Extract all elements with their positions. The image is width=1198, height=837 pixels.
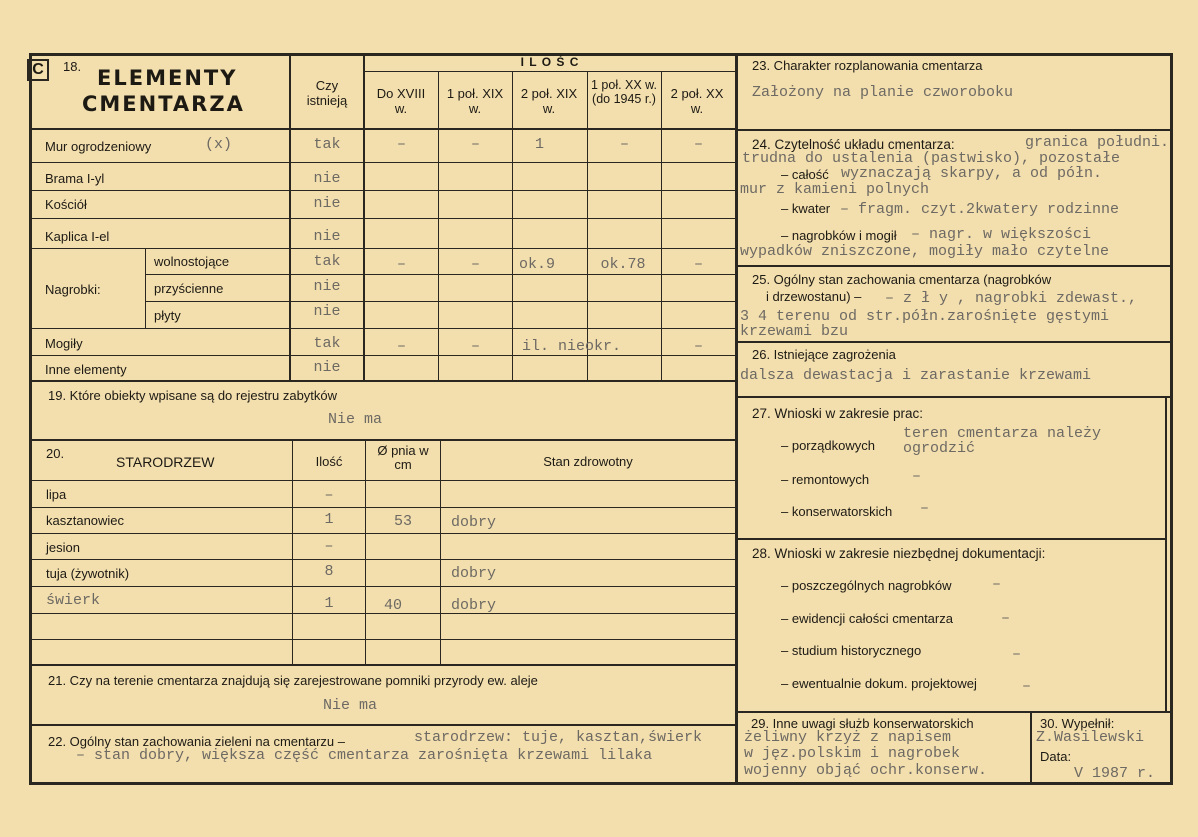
s18-qty-value: – xyxy=(396,136,406,153)
s28-label: 28. Wnioski w zakresie niezbędnej dokumentacji: xyxy=(752,546,1046,561)
s23-value: Założony na planie czworoboku xyxy=(752,84,1014,101)
s24-value: granica południ. xyxy=(1025,134,1170,151)
s28-item-value: – xyxy=(1022,678,1032,695)
s27-28-right xyxy=(1165,397,1167,713)
tree-name: jesion xyxy=(46,540,80,555)
tree-qty: – xyxy=(324,487,334,504)
tree-qty: 8 xyxy=(324,563,334,580)
s18-col-line xyxy=(438,72,439,380)
s28-item-value: – xyxy=(992,576,1002,593)
s18-qty-value: – xyxy=(396,338,406,355)
s18-row-note: (x) xyxy=(205,136,233,153)
s18-exists-value: nie xyxy=(313,228,341,245)
s18-exists-value: nie xyxy=(313,170,341,187)
s20-number: 20. xyxy=(46,446,65,461)
s27-bottom xyxy=(737,538,1167,540)
s18-qty-value: – xyxy=(693,136,703,153)
s18-exists-header: Czy istnieją xyxy=(306,78,348,108)
s21-value: Nie ma xyxy=(322,697,377,714)
s18-qty-value: il. nieokr. xyxy=(522,338,622,355)
s18-exists-value: nie xyxy=(313,278,341,295)
s27-item-value: – xyxy=(912,468,922,485)
outer-border-bottom xyxy=(29,782,1173,785)
s30-label: 30. Wypełnił: xyxy=(1040,716,1115,731)
tree-health: dobry xyxy=(451,565,497,582)
s27-item-label: – porządkowych xyxy=(781,438,875,453)
s20-col-health: Stan zdrowotny xyxy=(543,454,633,469)
s20-title: STARODRZEW xyxy=(116,454,215,470)
s25-label: i drzewostanu) – xyxy=(766,289,862,304)
s25-value: 3 4 terenu od str.półn.zarośnięte gęstymi xyxy=(740,308,1110,325)
s19-label: 19. Które obiekty wpisane są do rejestru zabytków xyxy=(48,388,338,403)
s28-item-label: – ewidencji całości cmentarza xyxy=(781,611,953,626)
s20-row-line xyxy=(29,533,735,534)
s25-value: krzewami bzu xyxy=(740,323,849,340)
s24-value: wypadków zniszczone, mogiły mało czytelne xyxy=(740,243,1110,260)
corner-letter-box xyxy=(27,59,49,81)
s30-date-label: Data: xyxy=(1040,749,1072,764)
s24-kwater-label: – kwater xyxy=(781,201,831,216)
s27-item-label: – konserwatorskich xyxy=(781,504,893,519)
tree-diam: 53 xyxy=(393,513,412,530)
period-header: 2 poł. XX w. xyxy=(670,86,724,116)
s18-row-sublabel: przyścienne xyxy=(154,281,224,296)
s20-row-line xyxy=(29,559,735,560)
s18-row-line xyxy=(29,248,735,249)
s18-title-line2: CMENTARZA xyxy=(82,92,245,116)
s18-row-line xyxy=(29,355,735,356)
s25-bottom xyxy=(737,341,1172,343)
s20-row-line xyxy=(29,586,735,587)
s18-row-label: Mur ogrodzeniowy xyxy=(45,139,152,154)
s26-value: dalsza dewastacja i zarastanie krzewami xyxy=(740,367,1092,384)
s18-qty-value: 1 xyxy=(534,136,544,153)
s18-exists-value: nie xyxy=(313,195,341,212)
s18-qty-line xyxy=(363,71,735,72)
s18-row-label: Brama I-yl xyxy=(45,171,105,186)
tree-name: kasztanowiec xyxy=(46,513,125,528)
s29-value: żeliwny krzyż z napisem xyxy=(744,729,952,746)
s26-label: 26. Istniejące zagrożenia xyxy=(752,347,896,362)
s20-row-line xyxy=(29,639,735,640)
nagrobki-label: Nagrobki: xyxy=(45,282,101,297)
s18-qty-value: ok.9 xyxy=(518,256,555,273)
s29-label: 29. Inne uwagi służb konserwatorskich xyxy=(751,716,974,731)
center-divider xyxy=(735,53,738,785)
s18-qty-value: – xyxy=(693,338,703,355)
s28-item-label: – poszczególnych nagrobków xyxy=(781,578,952,593)
s20-bottom xyxy=(29,664,737,666)
s24-bottom xyxy=(737,265,1172,267)
s18-row-line xyxy=(29,218,735,219)
s18-col-line xyxy=(512,72,513,380)
s27-item-label: – remontowych xyxy=(781,472,870,487)
s21-bottom xyxy=(29,724,737,726)
s18-row-line xyxy=(29,190,735,191)
s18-exists-value: tak xyxy=(313,253,341,270)
s20-col-qty: Ilość xyxy=(315,454,343,469)
s18-row-label: Mogiły xyxy=(45,336,83,351)
period-header: 1 poł. XX w. (do 1945 r.) xyxy=(590,78,657,106)
outer-border-right xyxy=(1170,53,1173,785)
s20-col-line xyxy=(365,440,366,665)
s29-value: w jęz.polskim i nagrobek xyxy=(744,745,961,762)
s18-number: 18. xyxy=(63,59,82,74)
tree-health: dobry xyxy=(451,597,497,614)
s18-qty-value: – xyxy=(693,256,703,273)
tree-name: tuja (żywotnik) xyxy=(46,566,130,581)
s18-qty-value: – xyxy=(396,256,406,273)
s18-qty-header: I L O Ś C xyxy=(520,55,580,69)
s25-value: – z ł y , nagrobki zdewast., xyxy=(885,290,1138,307)
s27-label: 27. Wnioski w zakresie prac: xyxy=(752,406,924,421)
period-header: 2 poł. XIX w. xyxy=(520,86,578,116)
s22-value2: – stan dobry, większa część cmentarza zarośnięta krzewami lilaka xyxy=(76,747,653,764)
s20-col-diam: Ø pnia w cm xyxy=(377,443,429,472)
s18-row-line xyxy=(29,162,735,163)
s18-col-line xyxy=(587,72,588,380)
s23-bottom xyxy=(737,129,1172,131)
s18-qty-value: ok.78 xyxy=(600,256,646,273)
tree-name: lipa xyxy=(46,487,67,502)
s18-row-label: Kaplica I-el xyxy=(45,229,110,244)
s28-bottom xyxy=(737,711,1172,713)
s18-nagrobki-divider xyxy=(145,248,146,328)
s19-bottom xyxy=(29,439,737,441)
tree-qty: 1 xyxy=(324,595,334,612)
s18-header-bottom xyxy=(29,128,737,130)
s23-label: 23. Charakter rozplanowania cmentarza xyxy=(752,58,983,73)
s27-item-value: ogrodzić xyxy=(903,440,976,457)
period-header: Do XVIII w. xyxy=(376,86,426,116)
s18-row-sublabel: wolnostojące xyxy=(154,254,230,269)
s28-item-value: – xyxy=(1001,610,1011,627)
s18-qty-value: – xyxy=(470,338,480,355)
s18-qty-value: – xyxy=(619,136,629,153)
s18-row-line xyxy=(145,274,735,275)
s18-exists-value: nie xyxy=(313,303,341,320)
s28-item-label: – studium historycznego xyxy=(781,643,922,658)
s25-label: 25. Ogólny stan zachowania cmentarza (nagrobków xyxy=(752,272,1052,287)
s18-row-sublabel: płyty xyxy=(154,308,181,323)
tree-qty: 1 xyxy=(324,511,334,528)
s18-col-line xyxy=(661,72,662,380)
s22-value1: starodrzew: tuje, kasztan,świerk xyxy=(414,729,703,746)
s24-calosc-label: – całość xyxy=(781,167,829,182)
s29-value: wojenny objąć ochr.konserw. xyxy=(744,762,988,779)
s30-name: Z.Wasilewski xyxy=(1036,729,1145,746)
s18-row-label: Kościół xyxy=(45,197,87,212)
s18-qty-value: – xyxy=(470,256,480,273)
tree-diam: 40 xyxy=(383,597,402,614)
tree-name: świerk xyxy=(46,592,101,609)
s20-header-bottom xyxy=(29,480,735,481)
s18-qty-value: – xyxy=(470,136,480,153)
s20-row-line xyxy=(29,507,735,508)
s27-item-value: – xyxy=(920,500,930,517)
s24-label: 24. Czytelność układu cmentarza: xyxy=(752,137,955,152)
tree-qty: – xyxy=(324,538,334,555)
s18-row-line xyxy=(145,301,735,302)
s19-value: Nie ma xyxy=(327,411,382,428)
s18-exists-value: nie xyxy=(313,359,341,376)
s22-label: 22. Ogólny stan zachowania zieleni na cmentarzu – xyxy=(48,734,346,749)
s18-exists-value: tak xyxy=(313,335,341,352)
corner-letter: C xyxy=(32,61,44,78)
s24-value: – fragm. czyt.2kwatery rodzinne xyxy=(840,201,1120,218)
s24-nagrobkow-label: – nagrobków i mogił xyxy=(781,228,897,243)
s24-value: wyznaczają skarpy, a od półn. xyxy=(841,165,1103,182)
s24-value: mur z kamieni polnych xyxy=(740,181,930,198)
s18-exists-value: tak xyxy=(313,136,341,153)
s26-bottom xyxy=(737,396,1172,398)
s21-label: 21. Czy na terenie cmentarza znajdują się zarejestrowane pomniki przyrody ew. aleje xyxy=(48,673,538,688)
s18-title-line1: ELEMENTY xyxy=(97,66,238,90)
s28-item-value: – xyxy=(1012,646,1022,663)
s30-date: V 1987 r. xyxy=(1074,765,1156,782)
s18-bottom xyxy=(29,380,737,382)
tree-health: dobry xyxy=(451,514,497,531)
s27-item-value: teren cmentarza należy xyxy=(903,425,1102,442)
s24-value: trudna do ustalenia (pastwisko), pozostałe xyxy=(742,150,1121,167)
s20-col-line xyxy=(440,440,441,665)
period-header: 1 poł. XIX w. xyxy=(446,86,504,116)
s29-30-divider xyxy=(1030,712,1032,784)
s18-row-label: Inne elementy xyxy=(45,362,127,377)
s24-value: – nagr. w większości xyxy=(911,226,1092,243)
s18-row-line xyxy=(29,328,735,329)
s28-item-label: – ewentualnie dokum. projektowej xyxy=(781,676,977,691)
